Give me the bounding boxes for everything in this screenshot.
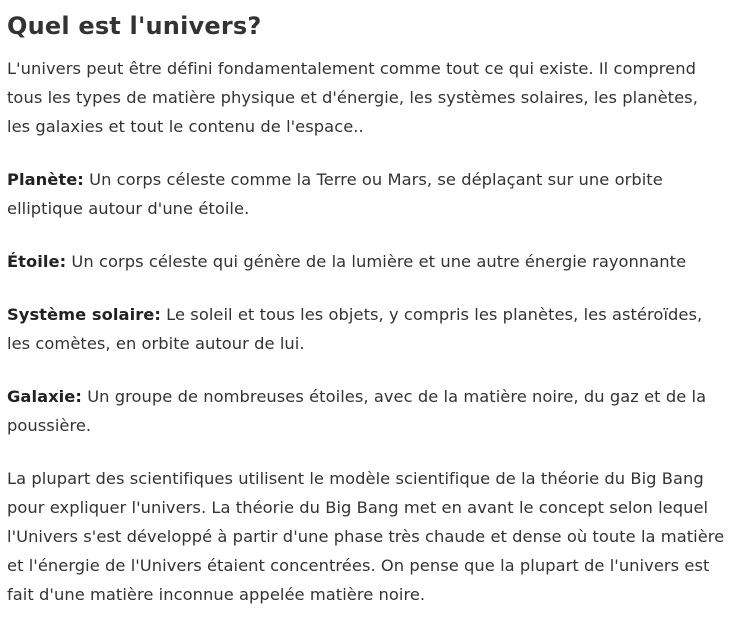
- definition-text: Le soleil et tous les objets, y compris les planètes, les astéroïdes, les comètes, en orbite autour de lui.: [7, 305, 703, 353]
- page-title: Quel est l'univers?: [7, 12, 262, 40]
- definition-term: Planète:: [7, 170, 84, 189]
- definition-term: Galaxie:: [7, 387, 82, 406]
- definition-planete: [7, 165, 725, 223]
- conclusion-paragraph: La plupart des scientifiques utilisent le modèle scientifique de la théorie du Big Bang pour expliquer l'univers. La théorie du Big Bang met en avant le concept selon lequel l'Univers s'est développé à partir d'une phase très chaude et dense où toute la matière et l'énergie de l'Univers étaient concentrées. On pense que la plupart de l'univers est fait d'une matière inconnue appelée matière noire.: [7, 469, 725, 604]
- definition-term: Étoile:: [7, 252, 67, 271]
- definition-term: Système solaire:: [7, 305, 161, 324]
- definition-etoile: [7, 247, 725, 276]
- definition-text: Un corps céleste comme la Terre ou Mars, se déplaçant sur une orbite elliptique autour d'une étoile.: [7, 170, 663, 218]
- definition-text: Un corps céleste qui génère de la lumière et une autre énergie rayonnante: [66, 252, 687, 271]
- definition-systeme-solaire: [7, 300, 725, 358]
- definition-text: Un groupe de nombreuses étoiles, avec de la matière noire, du gaz et de la poussière.: [7, 387, 707, 435]
- intro-paragraph: L'univers peut être défini fondamentalement comme tout ce qui existe. Il comprend tous les types de matière physique et d'énergie, les systèmes solaires, les planètes, les galaxies et tout le contenu de l'espace..: [7, 59, 698, 136]
- definition-galaxie: [7, 382, 725, 440]
